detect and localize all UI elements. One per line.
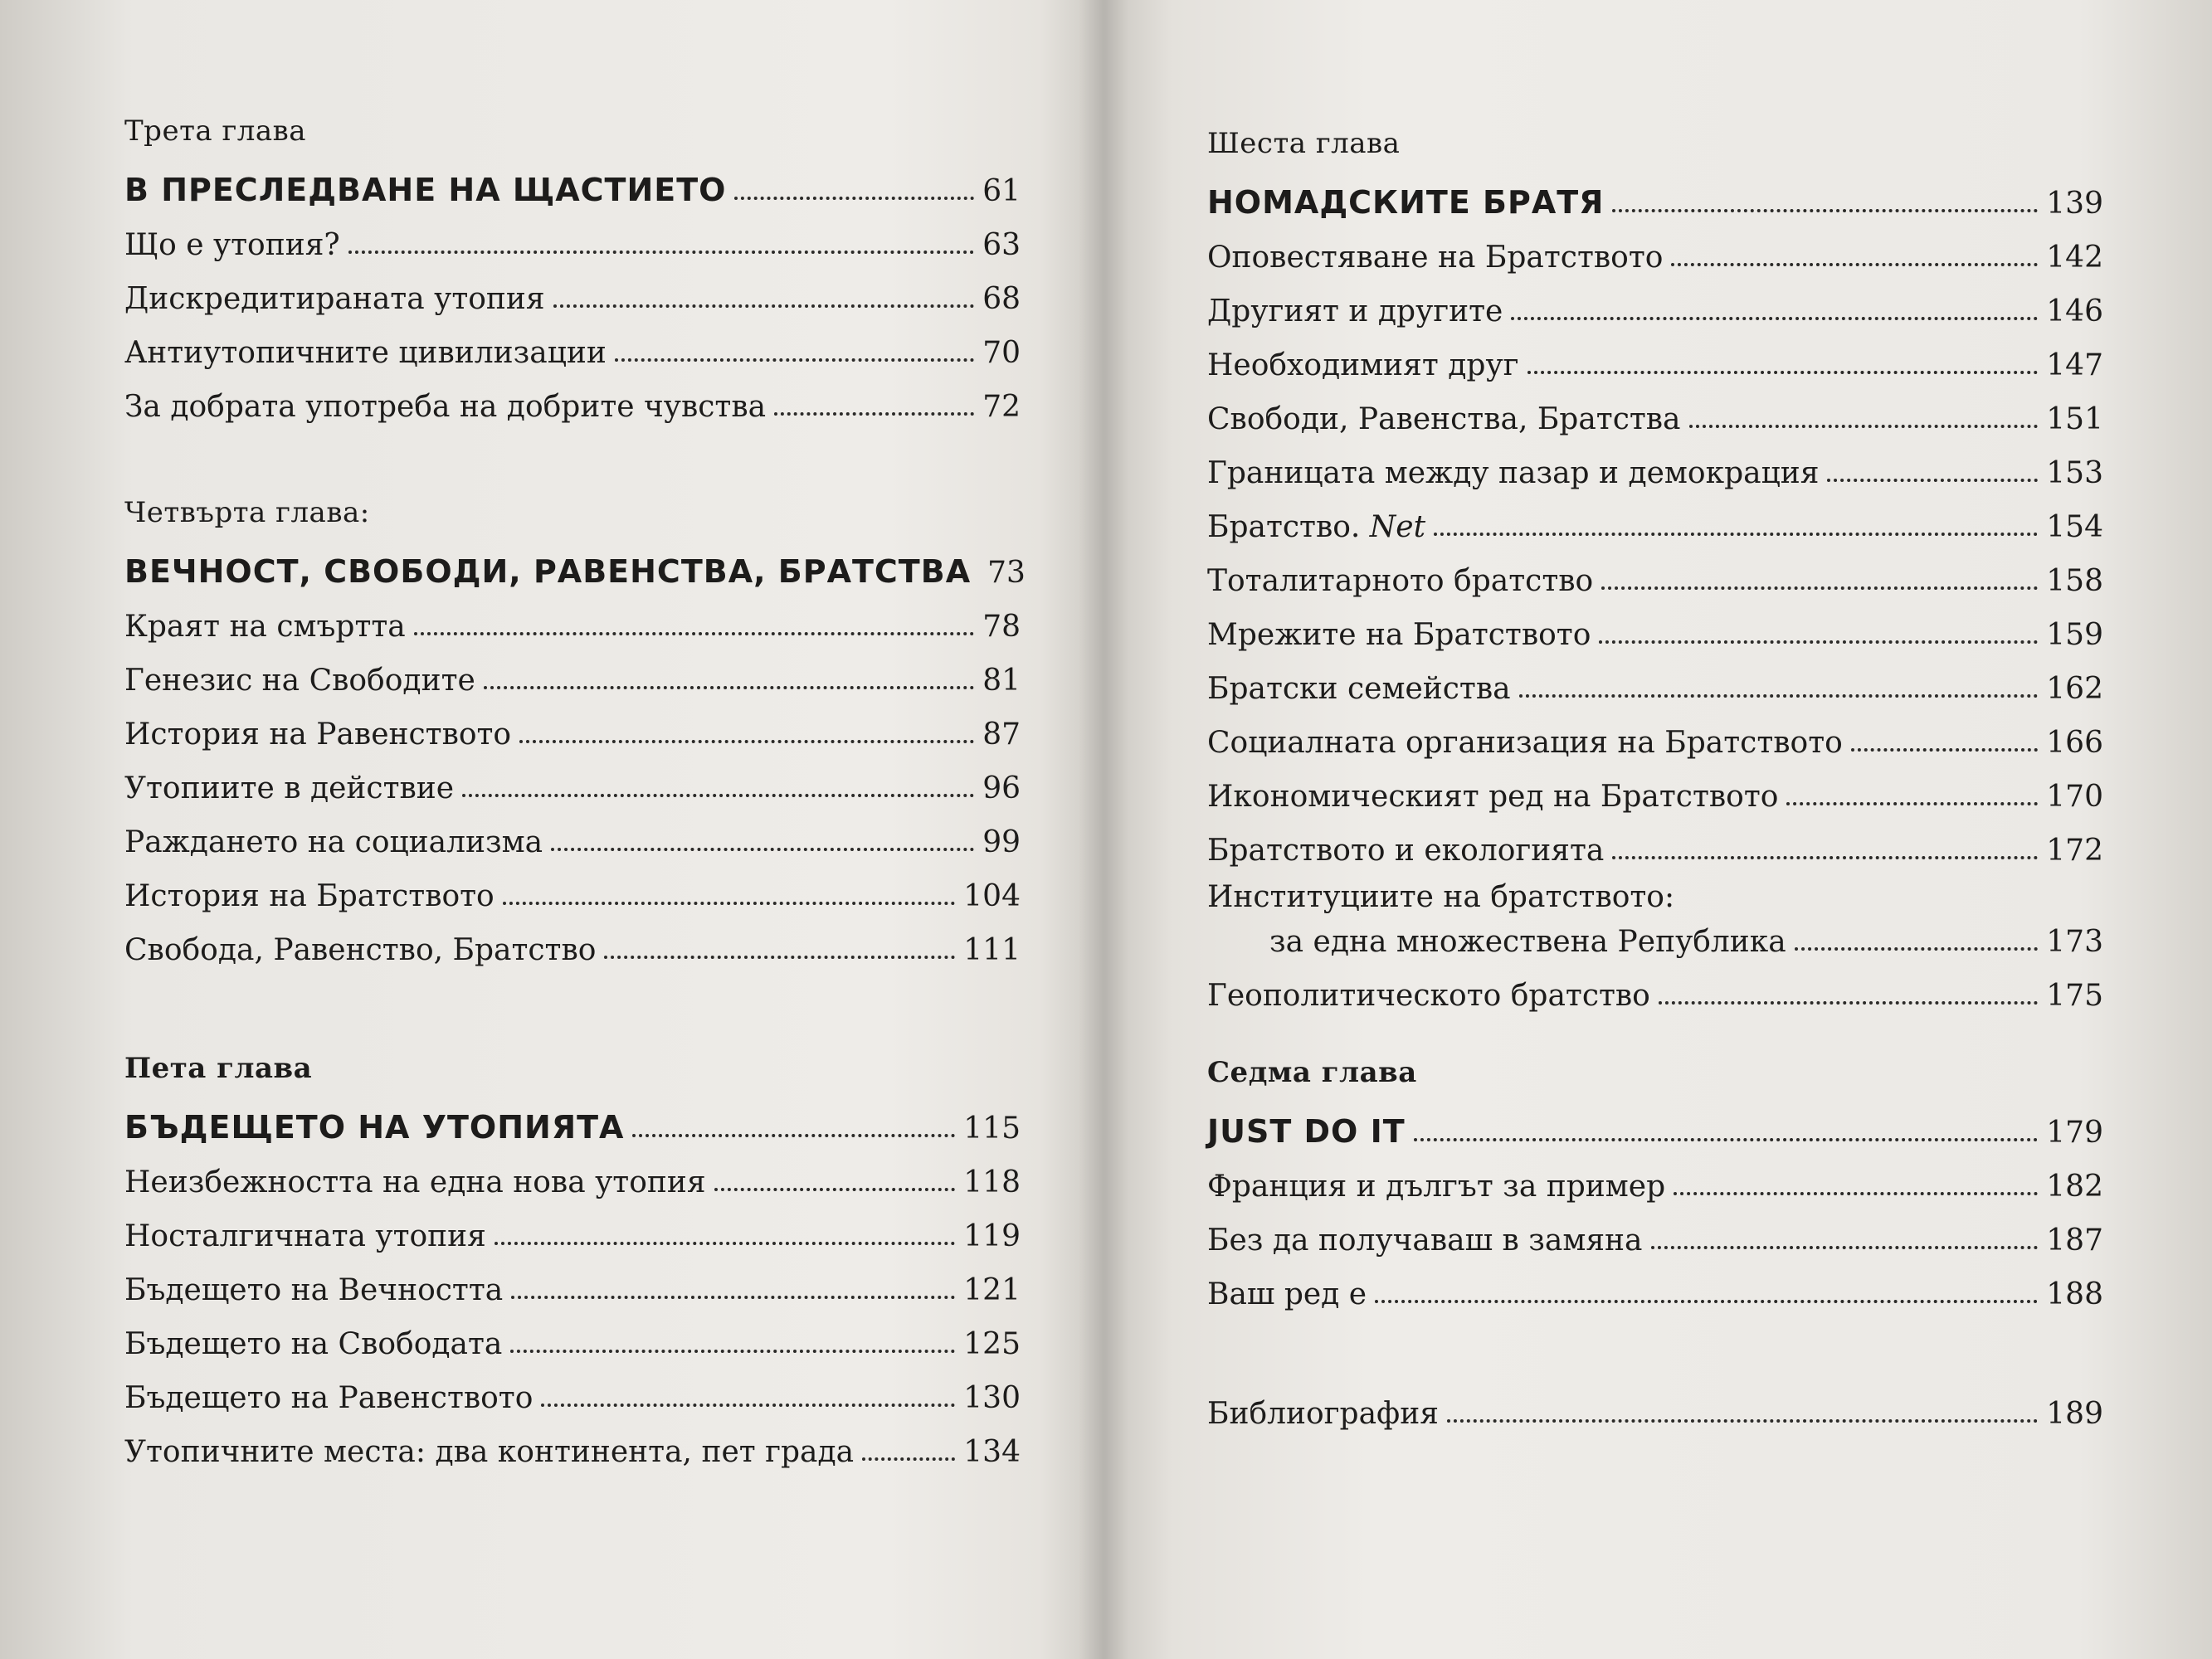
dot-leader xyxy=(774,412,974,416)
entry-text: Библиография xyxy=(1207,1397,1439,1431)
entry-text: Франция и дългът за пример xyxy=(1207,1170,1666,1204)
entry-text: Тоталитарното братство xyxy=(1207,564,1594,598)
chapter-label: Пета глава xyxy=(124,1052,313,1085)
page-number: 96 xyxy=(982,771,1021,805)
entry-text: Бъдещето на Вечността xyxy=(124,1273,504,1307)
entry-text: Институциите на братството: xyxy=(1207,880,1675,914)
toc-entry xyxy=(124,1307,1021,1361)
toc-entry xyxy=(124,752,1021,805)
dot-leader xyxy=(519,740,974,743)
chapter-label: Четвърта глава: xyxy=(124,496,370,529)
page-number: 99 xyxy=(982,825,1021,859)
toc-entry xyxy=(1207,490,2103,544)
dot-leader xyxy=(1651,1246,2039,1249)
page-number: 173 xyxy=(2046,925,2103,959)
page-number: 61 xyxy=(982,174,1021,208)
dot-leader xyxy=(632,1134,955,1137)
toc-entry xyxy=(124,262,1021,316)
toc-entry xyxy=(1207,1204,2103,1258)
entry-text: Братството и екологията xyxy=(1207,834,1605,868)
entry-text: За добрата употреба на добрите чувства xyxy=(124,390,767,424)
dot-leader xyxy=(510,1350,955,1353)
page-number: 72 xyxy=(982,390,1021,424)
dot-leader xyxy=(348,251,974,254)
entry-text: Социалната организация на Братството xyxy=(1207,726,1843,760)
dot-leader xyxy=(1601,586,2038,590)
entry-text: Ваш ред е xyxy=(1207,1277,1367,1311)
page-number: 87 xyxy=(982,718,1021,752)
chapter-title-row xyxy=(1207,1092,2103,1150)
bibliography xyxy=(1207,1377,2103,1431)
dot-leader xyxy=(862,1457,955,1461)
toc-entry xyxy=(1207,760,2103,814)
dot-leader xyxy=(1527,371,2039,374)
toc-entry xyxy=(124,1146,1021,1199)
entry-text: Утопичните места: два континента, пет града xyxy=(124,1435,855,1469)
page-number: 179 xyxy=(2046,1116,2103,1150)
dot-leader xyxy=(1375,1300,2038,1303)
entry-text: Свобода, Равенство, Братство xyxy=(124,933,597,967)
toc-entry xyxy=(124,859,1021,913)
entry-text: Необходимият друг xyxy=(1207,348,1519,382)
page-number: 73 xyxy=(987,556,1026,590)
entry-text: Икономическият ред на Братството xyxy=(1207,780,1779,814)
toc-entry xyxy=(124,590,1021,644)
dot-leader xyxy=(1519,694,2039,698)
page-number: 104 xyxy=(963,879,1021,913)
page-number: 188 xyxy=(2046,1277,2103,1311)
page-number: 158 xyxy=(2046,564,2103,598)
toc-entry xyxy=(1207,221,2103,275)
page-number: 142 xyxy=(2046,241,2103,275)
dot-leader xyxy=(484,686,974,689)
chapter-title: НОМАДСКИТЕ БРАТЯ xyxy=(1207,184,1605,221)
toc-entry xyxy=(124,208,1021,262)
toc-entry xyxy=(1207,1258,2103,1311)
toc-entry xyxy=(1207,652,2103,706)
page-number: 134 xyxy=(963,1435,1021,1469)
dot-leader xyxy=(1689,425,2039,428)
chapter-title-row xyxy=(124,532,1026,590)
entry-text xyxy=(1207,510,1425,544)
page-number: 70 xyxy=(982,336,1021,370)
dot-leader xyxy=(1414,1138,2039,1141)
page-number: 63 xyxy=(982,228,1021,262)
dot-leader xyxy=(1786,802,2038,805)
dot-leader xyxy=(1612,209,2038,212)
toc-entry xyxy=(124,1415,1021,1469)
toc-entry xyxy=(1207,1377,2103,1431)
page-number: 187 xyxy=(2046,1224,2103,1258)
toc-entry xyxy=(124,1361,1021,1415)
toc-entry xyxy=(1207,436,2103,490)
dot-leader xyxy=(414,632,974,635)
toc-entry xyxy=(1207,275,2103,328)
dot-leader xyxy=(1659,1001,2038,1005)
chapter-label: Седма глава xyxy=(1207,1056,1417,1089)
entry-text: Мрежите на Братството xyxy=(1207,618,1591,652)
dot-leader xyxy=(1434,533,2038,536)
toc-entry xyxy=(124,805,1021,859)
toc-entry xyxy=(1207,814,2103,868)
page-number: 115 xyxy=(963,1112,1021,1146)
page-number: 78 xyxy=(982,610,1021,644)
chapter-label: Шеста глава xyxy=(1207,127,1401,160)
page-number: 166 xyxy=(2046,726,2103,760)
page-number: 189 xyxy=(2046,1397,2103,1431)
chapter-title-row xyxy=(124,1087,1021,1146)
chapter-title: ВЕЧНОСТ, СВОБОДИ, РАВЕНСТВА, БРАТСТВА xyxy=(124,553,972,590)
entry-text: Другият и другите xyxy=(1207,294,1503,328)
entry-text: Бъдещето на Свободата xyxy=(124,1327,503,1361)
entry-text: Що е утопия? xyxy=(124,228,340,262)
entry-text-italic: Net xyxy=(1369,510,1426,544)
dot-leader xyxy=(1827,479,2038,482)
dot-leader xyxy=(511,1296,955,1299)
dot-leader xyxy=(541,1404,955,1407)
dot-leader xyxy=(1851,748,2038,752)
entry-text: Антиутопичните цивилизации xyxy=(124,336,607,370)
dot-leader xyxy=(551,848,974,851)
page-number: 130 xyxy=(963,1381,1021,1415)
page-number: 81 xyxy=(982,664,1021,698)
chapter-7 xyxy=(1207,1053,2103,1311)
dot-leader xyxy=(1599,640,2038,644)
entry-text: Свободи, Равенства, Братства xyxy=(1207,402,1681,436)
page-number: 125 xyxy=(963,1327,1021,1361)
chapter-5 xyxy=(124,1049,1021,1469)
entry-text: Носталгичната утопия xyxy=(124,1219,486,1253)
toc-entry xyxy=(124,1253,1021,1307)
entry-text-roman: Братство. xyxy=(1207,510,1361,544)
toc-entry xyxy=(1207,544,2103,598)
dot-leader xyxy=(1612,856,2038,859)
page-number: 153 xyxy=(2046,456,2103,490)
entry-text: Генезис на Свободите xyxy=(124,664,475,698)
entry-text: за една множествена Република xyxy=(1269,925,1786,959)
toc-entry xyxy=(124,644,1021,698)
page-number: 151 xyxy=(2046,402,2103,436)
toc-entry xyxy=(1207,959,2103,1013)
chapter-title: JUST DO IT xyxy=(1207,1113,1406,1150)
chapter-title-row xyxy=(1207,163,2103,221)
page-number: 154 xyxy=(2046,510,2103,544)
page-number: 170 xyxy=(2046,780,2103,814)
entry-text: Дискредитираната утопия xyxy=(124,282,545,316)
dot-leader xyxy=(734,197,974,200)
toc-entry xyxy=(124,370,1021,424)
book-gutter xyxy=(1079,0,1128,1659)
page-number: 182 xyxy=(2046,1170,2103,1204)
entry-text: Оповестяване на Братството xyxy=(1207,241,1664,275)
dot-leader xyxy=(503,902,956,905)
page-number: 162 xyxy=(2046,672,2103,706)
page-number: 68 xyxy=(982,282,1021,316)
page-number: 139 xyxy=(2046,187,2103,221)
chapter-label: Трета глава xyxy=(124,114,307,148)
chapter-3 xyxy=(124,112,1021,424)
dot-leader xyxy=(1511,317,2038,320)
entry-text: История на Братството xyxy=(124,879,495,913)
toc-entry xyxy=(1207,328,2103,382)
left-page xyxy=(124,0,1026,1659)
chapter-6 xyxy=(1207,124,2103,1013)
dot-leader xyxy=(1447,1419,2038,1423)
entry-text: Братски семейства xyxy=(1207,672,1511,706)
chapter-title-row xyxy=(124,150,1021,208)
chapter-title: В ПРЕСЛЕДВАНЕ НА ЩАСТИЕТО xyxy=(124,172,727,208)
entry-text: История на Равенството xyxy=(124,718,512,752)
toc-entry xyxy=(124,316,1021,370)
dot-leader xyxy=(604,956,955,959)
dot-leader xyxy=(1795,947,2039,951)
toc-entry-line1 xyxy=(1207,868,2103,914)
entry-text: Бъдещето на Равенството xyxy=(124,1381,534,1415)
toc-entry xyxy=(124,698,1021,752)
toc-entry xyxy=(1207,1150,2103,1204)
entry-text: Границата между пазар и демокрация xyxy=(1207,456,1820,490)
page-number: 118 xyxy=(963,1165,1021,1199)
page-number: 159 xyxy=(2046,618,2103,652)
chapter-4 xyxy=(124,494,1026,967)
dot-leader xyxy=(462,794,974,797)
page-number: 111 xyxy=(963,933,1021,967)
dot-leader xyxy=(495,1242,955,1245)
dot-leader xyxy=(1671,263,2038,266)
page-number: 175 xyxy=(2046,979,2103,1013)
entry-text: Краят на смъртта xyxy=(124,610,406,644)
right-page xyxy=(1207,0,2103,1659)
page-number: 121 xyxy=(963,1273,1021,1307)
dot-leader xyxy=(615,358,974,362)
dot-leader xyxy=(553,304,975,308)
toc-entry xyxy=(1207,706,2103,760)
dot-leader xyxy=(714,1188,956,1191)
toc-entry xyxy=(124,1199,1021,1253)
entry-text: Утопиите в действие xyxy=(124,771,455,805)
entry-text: Геополитическото братство xyxy=(1207,979,1650,1013)
entry-text: Без да получаваш в замяна xyxy=(1207,1224,1643,1258)
entry-text: Раждането на социализма xyxy=(124,825,543,859)
page-number: 172 xyxy=(2046,834,2103,868)
page-number: 146 xyxy=(2046,294,2103,328)
entry-text: Неизбежността на една нова утопия xyxy=(124,1165,706,1199)
toc-entry xyxy=(1207,382,2103,436)
chapter-title: БЪДЕЩЕТО НА УТОПИЯТА xyxy=(124,1109,625,1146)
toc-entry-line2 xyxy=(1207,914,2103,959)
dot-leader xyxy=(1674,1192,2038,1195)
page-number: 119 xyxy=(963,1219,1021,1253)
toc-entry xyxy=(124,913,1021,967)
toc-entry xyxy=(1207,598,2103,652)
page-number: 147 xyxy=(2046,348,2103,382)
